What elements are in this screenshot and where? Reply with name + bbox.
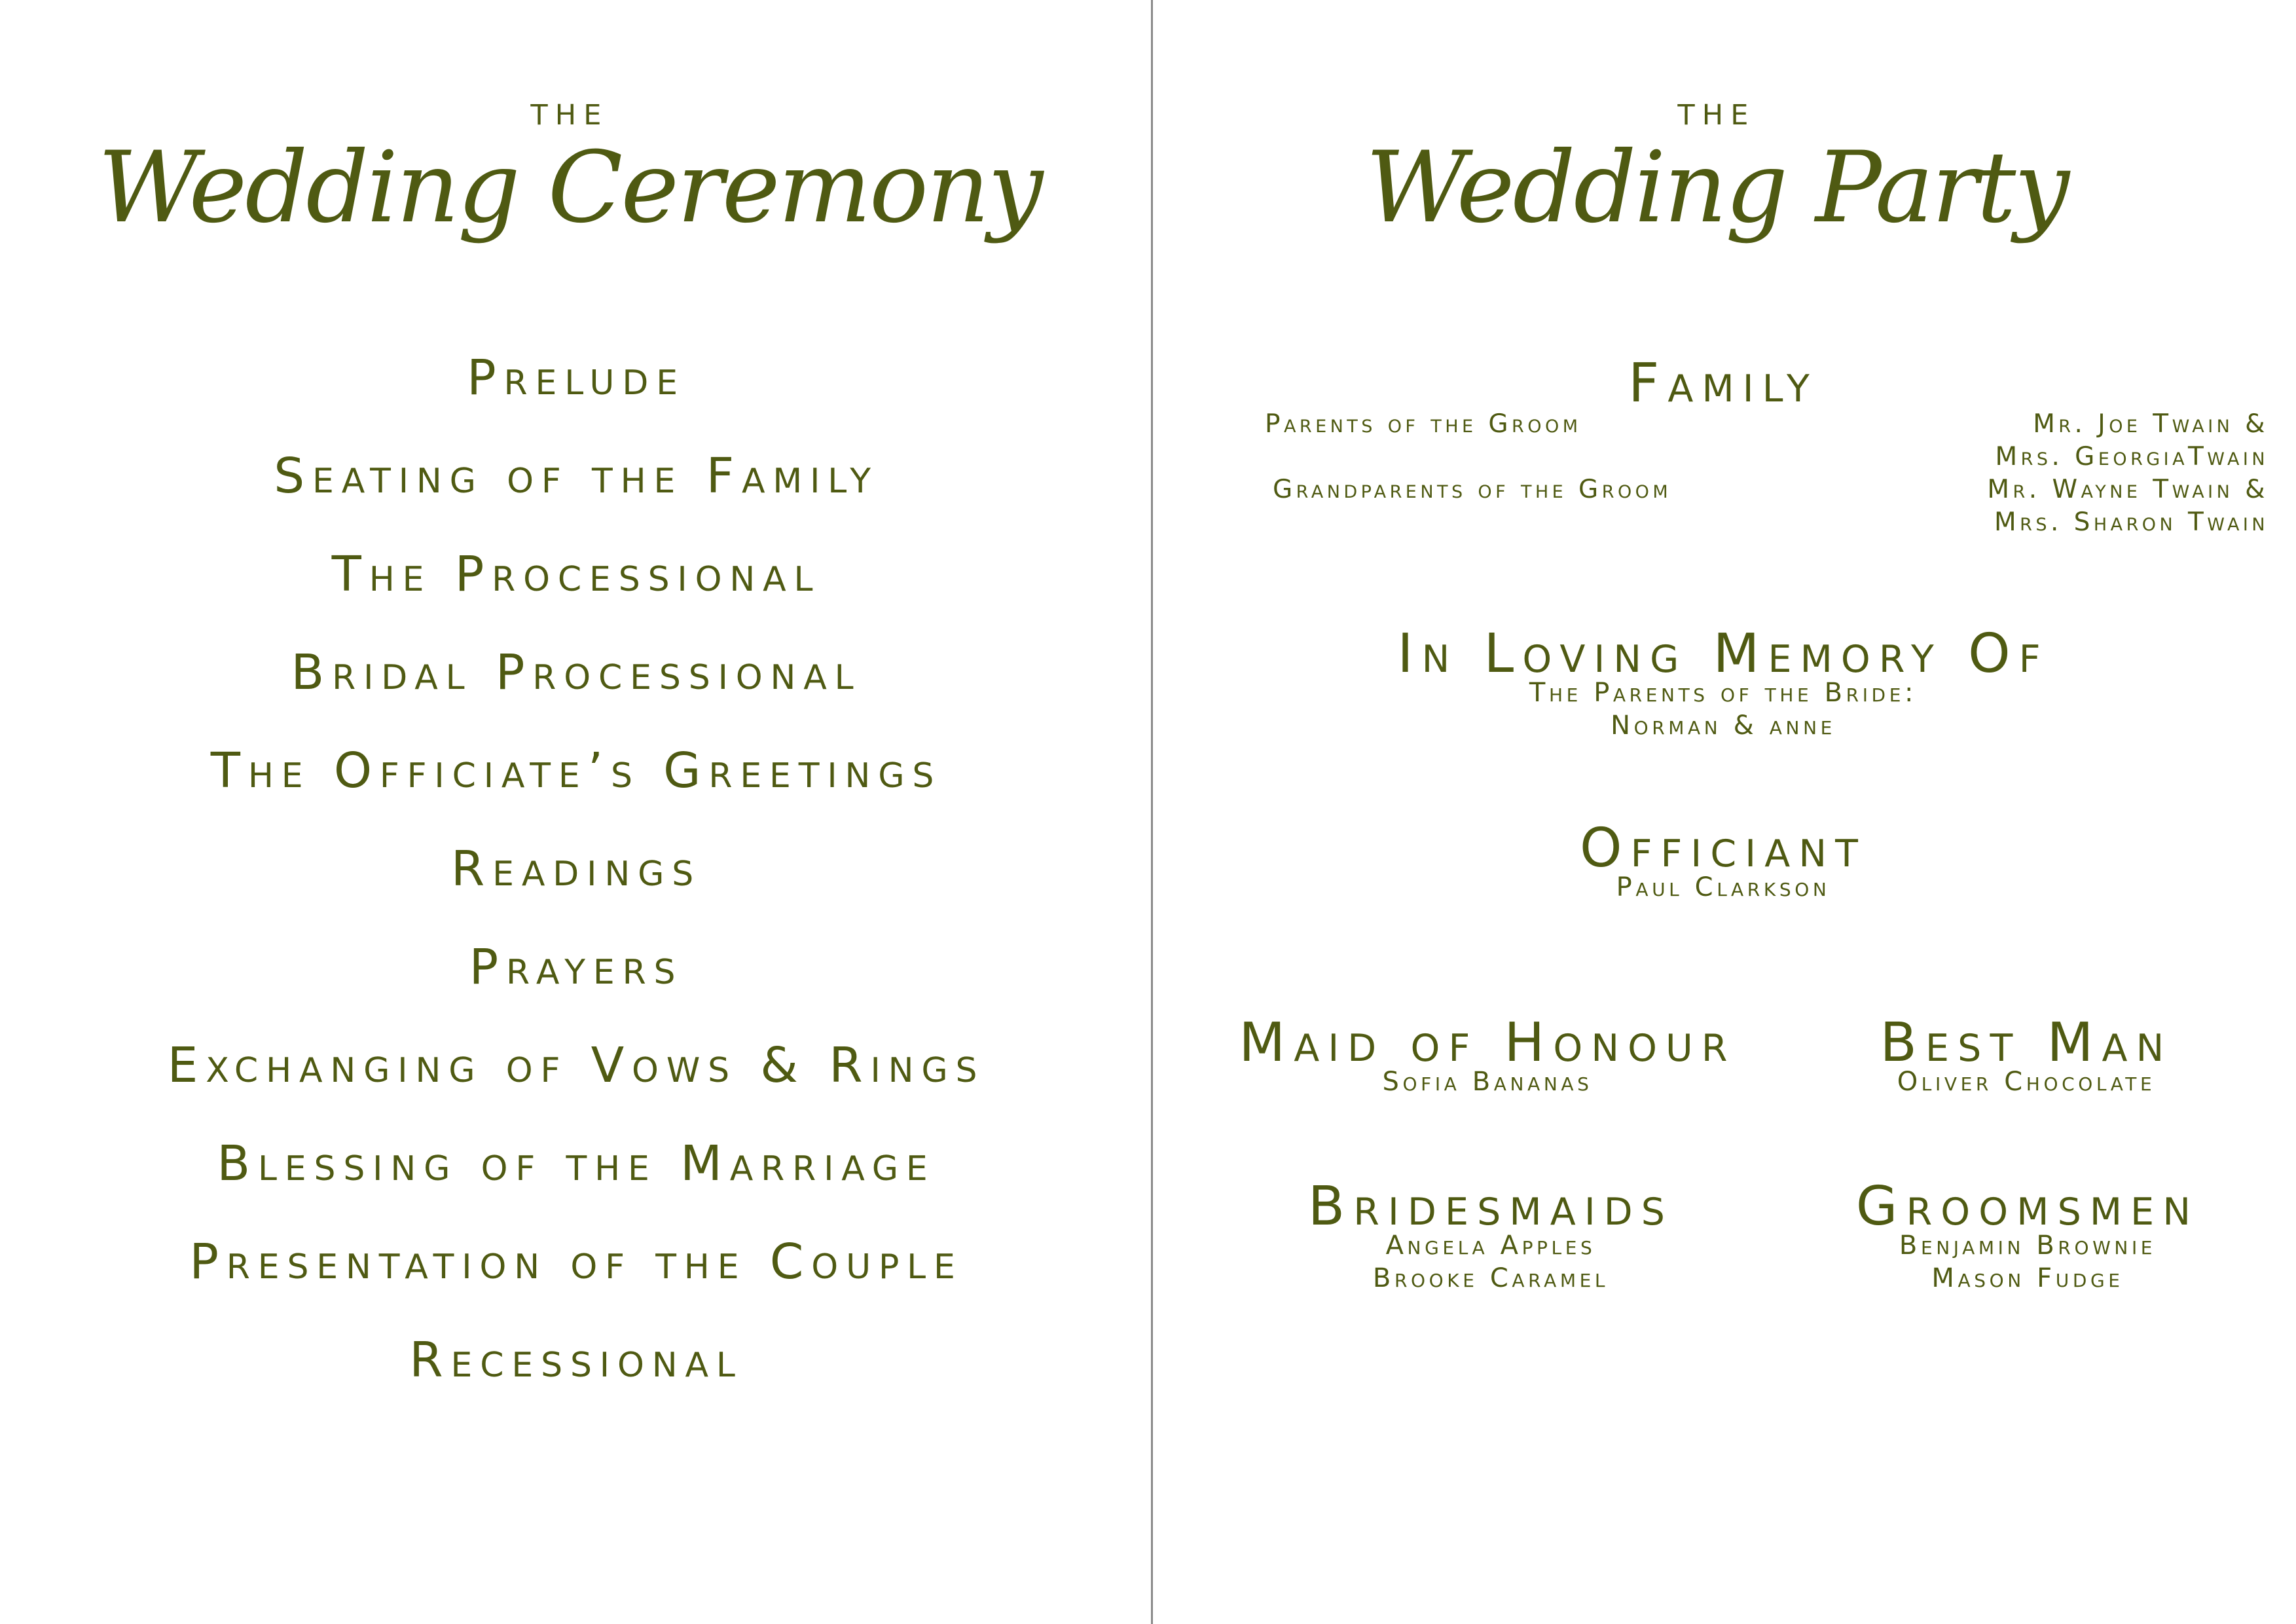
- officiant-heading: Officiant: [1579, 817, 1867, 879]
- ceremony-item: Readings: [450, 841, 702, 897]
- family-heading: Family: [1628, 352, 1818, 415]
- family-name: Mr. Wayne Twain &: [1987, 475, 2269, 504]
- bridesmaids-heading: Bridesmaids: [1307, 1175, 1674, 1238]
- ceremony-item: Seating of the Family: [274, 448, 879, 504]
- ceremony-item: Recessional: [409, 1332, 743, 1388]
- memory-heading: In Loving Memory Of: [1397, 623, 2049, 685]
- ceremony-item: Blessing of the Marriage: [217, 1135, 936, 1192]
- party-pre-title: the: [1677, 86, 1756, 134]
- family-name: Mr. Joe Twain &: [2033, 409, 2269, 439]
- ceremony-pre-title: the: [530, 86, 609, 134]
- ceremony-item: Presentation of the Couple: [189, 1234, 963, 1290]
- ceremony-item: Prelude: [467, 350, 685, 406]
- maid-of-honour-name: Sofia Bananas: [1382, 1067, 1593, 1097]
- family-name: Mrs. GeorgiaTwain: [1995, 442, 2269, 471]
- groomsmen-heading: Groomsmen: [1855, 1175, 2200, 1238]
- family-name: Mrs. Sharon Twain: [1994, 507, 2269, 537]
- family-label-parents: Parents of the Groom: [1265, 409, 1582, 439]
- groomsman-name: Mason Fudge: [1931, 1263, 2124, 1293]
- ceremony-item: The Officiate’s Greetings: [210, 743, 942, 799]
- family-label-grandparents: Grandparents of the Groom: [1273, 475, 1672, 504]
- bridesmaid-name: Angela Apples: [1385, 1230, 1596, 1261]
- officiant-name: Paul Clarkson: [1616, 872, 1831, 902]
- ceremony-item: Exchanging of Vows & Rings: [167, 1037, 985, 1094]
- maid-of-honour-heading: Maid of Honour: [1239, 1012, 1736, 1074]
- ceremony-item: The Processional: [331, 546, 821, 602]
- party-title: Wedding Party: [1365, 131, 2068, 245]
- memory-line: Norman & anne: [1611, 710, 1836, 741]
- ceremony-item: Prayers: [469, 939, 683, 995]
- ceremony-item: Bridal Processional: [291, 644, 862, 701]
- best-man-heading: Best Man: [1880, 1012, 2173, 1074]
- party-page: [1154, 0, 2296, 1624]
- groomsman-name: Benjamin Brownie: [1899, 1230, 2157, 1261]
- ceremony-title: Wedding Ceremony: [98, 131, 1042, 245]
- memory-line: The Parents of the Bride:: [1529, 678, 1918, 708]
- bridesmaid-name: Brooke Caramel: [1372, 1263, 1609, 1293]
- best-man-name: Oliver Chocolate: [1897, 1067, 2156, 1097]
